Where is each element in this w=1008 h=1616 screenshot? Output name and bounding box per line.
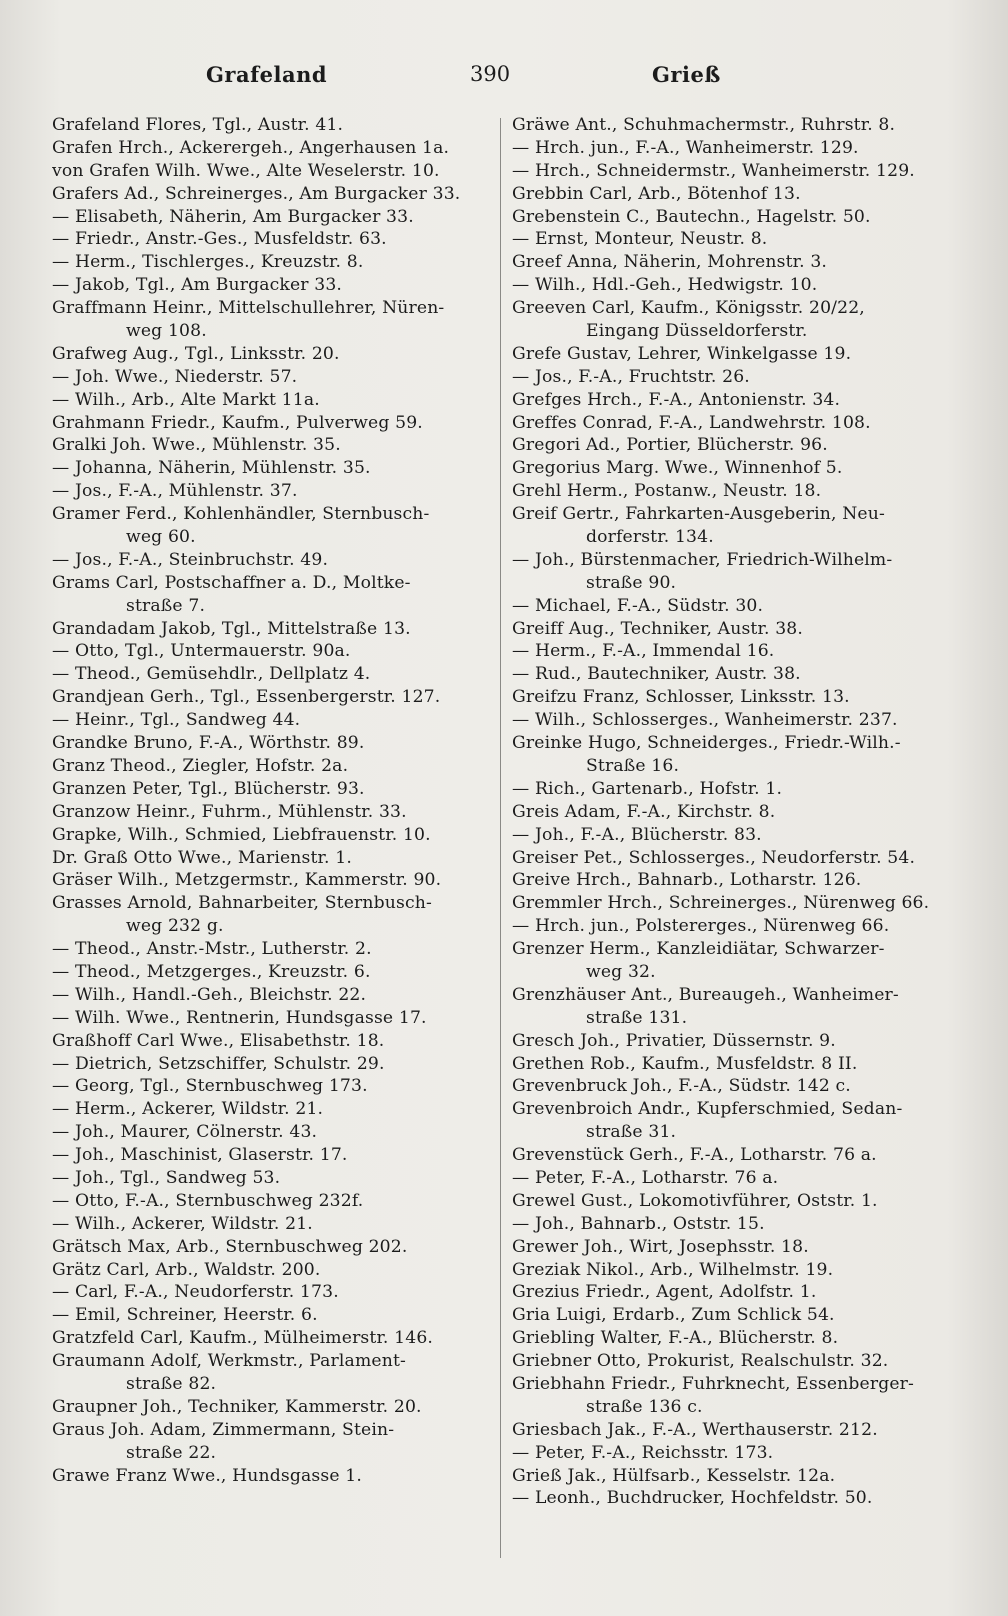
directory-entry-continuation: straße 82. — [126, 1373, 217, 1394]
directory-entry: Grandke Bruno, F.-A., Wörthstr. 89. — [52, 733, 365, 754]
header-left-catchword: Grafeland — [206, 62, 328, 87]
directory-entry-continuation: straße 22. — [126, 1442, 217, 1463]
directory-entry: Greinke Hugo, Schneiderges., Friedr.-Wilh.- — [512, 733, 901, 754]
directory-entry: — Theod., Metzgerges., Kreuzstr. 6. — [52, 961, 371, 982]
directory-entry: Greef Anna, Näherin, Mohrenstr. 3. — [512, 252, 828, 273]
directory-entry-continuation: straße 136 c. — [586, 1396, 703, 1417]
directory-entry: Grezius Friedr., Agent, Adolfstr. 1. — [512, 1282, 817, 1303]
directory-entry: Grevenbroich Andr., Kupferschmied, Sedan- — [512, 1099, 903, 1120]
column-divider — [500, 118, 501, 1558]
directory-entry: — Herm., F.-A., Immendal 16. — [512, 641, 775, 662]
header-right-catchword: Grieß — [652, 62, 721, 87]
directory-entry: — Leonh., Buchdrucker, Hochfeldstr. 50. — [512, 1488, 873, 1509]
directory-entry: — Michael, F.-A., Südstr. 30. — [512, 595, 764, 616]
directory-entry: Graumann Adolf, Werkmstr., Parlament- — [52, 1351, 406, 1372]
directory-entry: Grieß Jak., Hülfsarb., Kesselstr. 12a. — [512, 1465, 836, 1486]
right-column — [512, 114, 957, 1510]
directory-entry: — Joh., Maschinist, Glaserstr. 17. — [52, 1145, 348, 1166]
directory-entry-continuation: weg 232 g. — [126, 916, 224, 937]
directory-entry: — Theod., Gemüsehdlr., Dellplatz 4. — [52, 664, 371, 685]
directory-entry: Grethen Rob., Kaufm., Musfeldstr. 8 II. — [512, 1053, 858, 1074]
directory-entry: Grebbin Carl, Arb., Bötenhof 13. — [512, 183, 801, 204]
directory-entry: — Wilh., Ackerer, Wildstr. 21. — [52, 1213, 313, 1234]
directory-entry: Dr. Graß Otto Wwe., Marienstr. 1. — [52, 847, 352, 868]
directory-entry: Gralki Joh. Wwe., Mühlenstr. 35. — [52, 435, 341, 456]
directory-entry: — Joh., Tgl., Sandweg 53. — [52, 1167, 281, 1188]
directory-entry: Gräwe Ant., Schuhmachermstr., Ruhrstr. 8. — [512, 115, 896, 135]
directory-entry: Grätz Carl, Arb., Waldstr. 200. — [52, 1259, 321, 1280]
directory-entry: — Dietrich, Setzschiffer, Schulstr. 29. — [52, 1053, 385, 1074]
directory-entry: Grenzer Herm., Kanzleidiätar, Schwarzer- — [512, 939, 885, 960]
directory-entry: Griebhahn Friedr., Fuhrknecht, Essenberger- — [512, 1373, 914, 1394]
directory-entry: Gregorius Marg. Wwe., Winnenhof 5. — [512, 458, 843, 479]
directory-entry: — Peter, F.-A., Lotharstr. 76 a. — [512, 1167, 779, 1188]
directory-entry: Grewel Gust., Lokomotivführer, Oststr. 1. — [512, 1190, 878, 1211]
directory-entry: — Hrch., Schneidermstr., Wanheimerstr. 129. — [512, 160, 915, 181]
directory-entry: Grafeland Flores, Tgl., Austr. 41. — [52, 115, 344, 135]
directory-entry-continuation: straße 131. — [586, 1007, 688, 1028]
directory-entry: — Jos., F.-A., Mühlenstr. 37. — [52, 481, 298, 502]
directory-entry: Gramer Ferd., Kohlenhändler, Sternbusch- — [52, 504, 430, 525]
directory-entry: Grams Carl, Postschaffner a. D., Moltke- — [52, 572, 411, 593]
directory-entry: Grenzhäuser Ant., Bureaugeh., Wanheimer- — [512, 984, 899, 1005]
directory-entry: — Hrch. jun., Polstererges., Nürenweg 66. — [512, 916, 890, 937]
directory-entry: Gria Luigi, Erdarb., Zum Schlick 54. — [512, 1305, 835, 1326]
directory-entry: — Joh., F.-A., Blücherstr. 83. — [512, 824, 762, 845]
directory-entry: — Elisabeth, Näherin, Am Burgacker 33. — [52, 206, 414, 227]
page-header — [52, 62, 952, 94]
directory-entry: — Johanna, Näherin, Mühlenstr. 35. — [52, 458, 371, 479]
directory-entry: — Wilh., Handl.-Geh., Bleichstr. 22. — [52, 984, 367, 1005]
directory-entry: — Jakob, Tgl., Am Burgacker 33. — [52, 275, 343, 296]
directory-entry: Grandjean Gerh., Tgl., Essenbergerstr. 127. — [52, 687, 441, 708]
directory-entry: — Ernst, Monteur, Neustr. 8. — [512, 229, 768, 250]
directory-entry: Grehl Herm., Postanw., Neustr. 18. — [512, 481, 822, 502]
directory-entry: — Jos., F.-A., Fruchtstr. 26. — [512, 366, 750, 387]
directory-entry: — Heinr., Tgl., Sandweg 44. — [52, 710, 301, 731]
directory-entry: Greis Adam, F.-A., Kirchstr. 8. — [512, 801, 776, 822]
directory-entry: — Joh. Wwe., Niederstr. 57. — [52, 366, 298, 387]
directory-entry: Grandadam Jakob, Tgl., Mittelstraße 13. — [52, 618, 411, 639]
directory-entry-continuation: weg 60. — [126, 527, 196, 548]
directory-entry: Granzow Heinr., Fuhrm., Mühlenstr. 33. — [52, 801, 407, 822]
directory-entry: — Peter, F.-A., Reichsstr. 173. — [512, 1442, 774, 1463]
directory-entry: — Friedr., Anstr.-Ges., Musfeldstr. 63. — [52, 229, 387, 250]
directory-entry: Grafen Hrch., Ackerergeh., Angerhausen 1a. — [52, 137, 450, 158]
directory-entry: Grevenstück Gerh., F.-A., Lotharstr. 76 a. — [512, 1145, 877, 1166]
directory-entry: Graffmann Heinr., Mittelschullehrer, Nüren- — [52, 298, 445, 319]
directory-entry: Grewer Joh., Wirt, Josephsstr. 18. — [512, 1236, 809, 1257]
directory-entry: Grevenbruck Joh., F.-A., Südstr. 142 c. — [512, 1076, 851, 1097]
directory-entry: — Georg, Tgl., Sternbuschweg 173. — [52, 1076, 368, 1097]
directory-entry: Greiser Pet., Schlosserges., Neudorferstr. 54. — [512, 847, 916, 868]
directory-entry: — Wilh., Arb., Alte Markt 11a. — [52, 389, 320, 410]
directory-entry: Graus Joh. Adam, Zimmermann, Stein- — [52, 1419, 395, 1440]
directory-entry: Grebenstein C., Bautechn., Hagelstr. 50. — [512, 206, 871, 227]
directory-entry: Greifzu Franz, Schlosser, Linksstr. 13. — [512, 687, 850, 708]
directory-entry: Gratzfeld Carl, Kaufm., Mülheimerstr. 146. — [52, 1328, 434, 1349]
directory-entry: Griesbach Jak., F.-A., Werthauserstr. 212. — [512, 1419, 878, 1440]
directory-entry: Grefges Hrch., F.-A., Antonienstr. 34. — [512, 389, 841, 410]
directory-entry: — Joh., Maurer, Cölnerstr. 43. — [52, 1122, 318, 1143]
directory-entry: Gräser Wilh., Metzgermstr., Kammerstr. 90. — [52, 870, 442, 891]
directory-entry: Gremmler Hrch., Schreinerges., Nürenweg 66. — [512, 893, 930, 914]
directory-entry: Grapke, Wilh., Schmied, Liebfrauenstr. 10. — [52, 824, 431, 845]
directory-entry: — Rud., Bautechniker, Austr. 38. — [512, 664, 801, 685]
directory-entry: Grasses Arnold, Bahnarbeiter, Sternbusch- — [52, 893, 432, 914]
directory-entry: Grawe Franz Wwe., Hundsgasse 1. — [52, 1465, 362, 1486]
directory-entry: Griebling Walter, F.-A., Blücherstr. 8. — [512, 1328, 839, 1349]
directory-entry: — Herm., Tischlerges., Kreuzstr. 8. — [52, 252, 364, 273]
directory-entry: Greffes Conrad, F.-A., Landwehrstr. 108. — [512, 412, 871, 433]
directory-entry: — Joh., Bürstenmacher, Friedrich-Wilhelm- — [512, 549, 893, 570]
directory-entry-continuation: weg 108. — [126, 321, 207, 342]
directory-entry: — Herm., Ackerer, Wildstr. 21. — [52, 1099, 324, 1120]
directory-entry: Greeven Carl, Kaufm., Königsstr. 20/22, — [512, 298, 865, 319]
directory-entry: — Wilh. Wwe., Rentnerin, Hundsgasse 17. — [52, 1007, 427, 1028]
directory-entry: — Jos., F.-A., Steinbruchstr. 49. — [52, 549, 329, 570]
directory-entry-continuation: Eingang Düsseldorferstr. — [586, 321, 808, 342]
directory-entry: Grätsch Max, Arb., Sternbuschweg 202. — [52, 1236, 408, 1257]
directory-entry: Granzen Peter, Tgl., Blücherstr. 93. — [52, 778, 365, 799]
directory-entry-continuation: straße 7. — [126, 595, 206, 616]
directory-entry: — Carl, F.-A., Neudorferstr. 173. — [52, 1282, 339, 1303]
directory-entry-continuation: weg 32. — [586, 961, 656, 982]
directory-entry: — Wilh., Hdl.-Geh., Hedwigstr. 10. — [512, 275, 818, 296]
directory-entry: Grafers Ad., Schreinerges., Am Burgacker 33. — [52, 183, 461, 204]
directory-entry: Grafweg Aug., Tgl., Linksstr. 20. — [52, 343, 340, 364]
directory-entry: Grahmann Friedr., Kaufm., Pulverweg 59. — [52, 412, 423, 433]
directory-entry: — Theod., Anstr.-Mstr., Lutherstr. 2. — [52, 939, 372, 960]
directory-entry: — Emil, Schreiner, Heerstr. 6. — [52, 1305, 318, 1326]
directory-entry: — Wilh., Schlosserges., Wanheimerstr. 237. — [512, 710, 898, 731]
directory-entry: Granz Theod., Ziegler, Hofstr. 2a. — [52, 755, 349, 776]
directory-entry: Gresch Joh., Privatier, Düssernstr. 9. — [512, 1030, 836, 1051]
directory-entry-continuation: straße 31. — [586, 1122, 677, 1143]
directory-entry: Greziak Nikol., Arb., Wilhelmstr. 19. — [512, 1259, 834, 1280]
directory-entry: Grefe Gustav, Lehrer, Winkelgasse 19. — [512, 343, 852, 364]
directory-entry-continuation: Straße 16. — [586, 755, 680, 776]
directory-entry: Gregori Ad., Portier, Blücherstr. 96. — [512, 435, 828, 456]
directory-entry: Griebner Otto, Prokurist, Realschulstr. 32. — [512, 1351, 889, 1372]
directory-entry: — Otto, Tgl., Untermauerstr. 90a. — [52, 641, 351, 662]
directory-entry: Greive Hrch., Bahnarb., Lotharstr. 126. — [512, 870, 862, 891]
directory-entry: Graupner Joh., Techniker, Kammerstr. 20. — [52, 1396, 422, 1417]
directory-entry: — Rich., Gartenarb., Hofstr. 1. — [512, 778, 783, 799]
directory-entry-continuation: straße 90. — [586, 572, 677, 593]
directory-entry: Greif Gertr., Fahrkarten-Ausgeberin, Neu- — [512, 504, 885, 525]
page-number: 390 — [470, 62, 511, 86]
directory-entry: — Joh., Bahnarb., Oststr. 15. — [512, 1213, 765, 1234]
left-column — [52, 114, 492, 1487]
directory-entry: von Grafen Wilh. Wwe., Alte Weselerstr. 10. — [52, 160, 440, 181]
directory-entry: — Hrch. jun., F.-A., Wanheimerstr. 129. — [512, 137, 859, 158]
directory-entry: — Otto, F.-A., Sternbuschweg 232f. — [52, 1190, 364, 1211]
directory-entry: Greiff Aug., Techniker, Austr. 38. — [512, 618, 803, 639]
directory-entry-continuation: dorferstr. 134. — [586, 527, 714, 548]
directory-entry: Graßhoff Carl Wwe., Elisabethstr. 18. — [52, 1030, 385, 1051]
